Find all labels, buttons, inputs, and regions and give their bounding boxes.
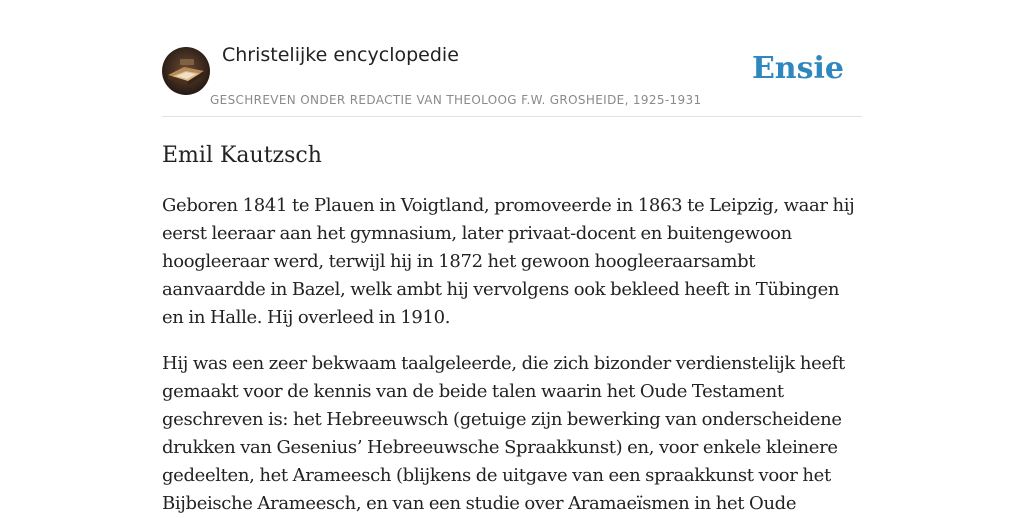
encyclopedia-logo-image[interactable] bbox=[162, 47, 210, 95]
site-header bbox=[162, 0, 862, 117]
page bbox=[162, 0, 862, 518]
site-title[interactable]: Christelijke encyclopedie bbox=[222, 44, 459, 66]
article-title: Emil Kautzsch bbox=[162, 143, 322, 168]
article-paragraph: Hij was een zeer bekwaam taalgeleerde, die zich bizonder verdienstelijk heeft gemaakt voor de kennis van de beide talen waarin het Oude Testament geschreven is: het Hebreeuwsch (getuige zijn bewerking van onderscheidene drukken van Gesenius’ Hebreeuwsche Spraakkunst) en, voor enkele kleinere gedeelten, het Arameesch (blijkens de uitgave van een spraakkunst voor het Bijbeische Arameesch, en van een studie over Aramaeïsmen in het Oude bbox=[162, 353, 845, 514]
site-subtitle: GESCHREVEN ONDER REDACTIE VAN THEOLOOG F.W. GROSHEIDE, 1925-1931 bbox=[210, 93, 702, 107]
article-paragraph: Geboren 1841 te Plauen in Voigtland, promoveerde in 1863 te Leipzig, waar hij eerst leeraar aan het gymnasium, later privaat-docent en buitengewoon hoogleeraar werd, terwijl hij in 1872 het gewoon hoogleeraarsambt aanvaardde in Bazel, welk ambt hij vervolgens ook bekleed heeft in Tübingen en in Halle. Hij overleed in 1910. bbox=[162, 195, 855, 328]
book-photo-icon bbox=[162, 47, 210, 95]
article bbox=[162, 141, 862, 518]
brand-logo-link[interactable]: Ensie bbox=[751, 51, 844, 86]
